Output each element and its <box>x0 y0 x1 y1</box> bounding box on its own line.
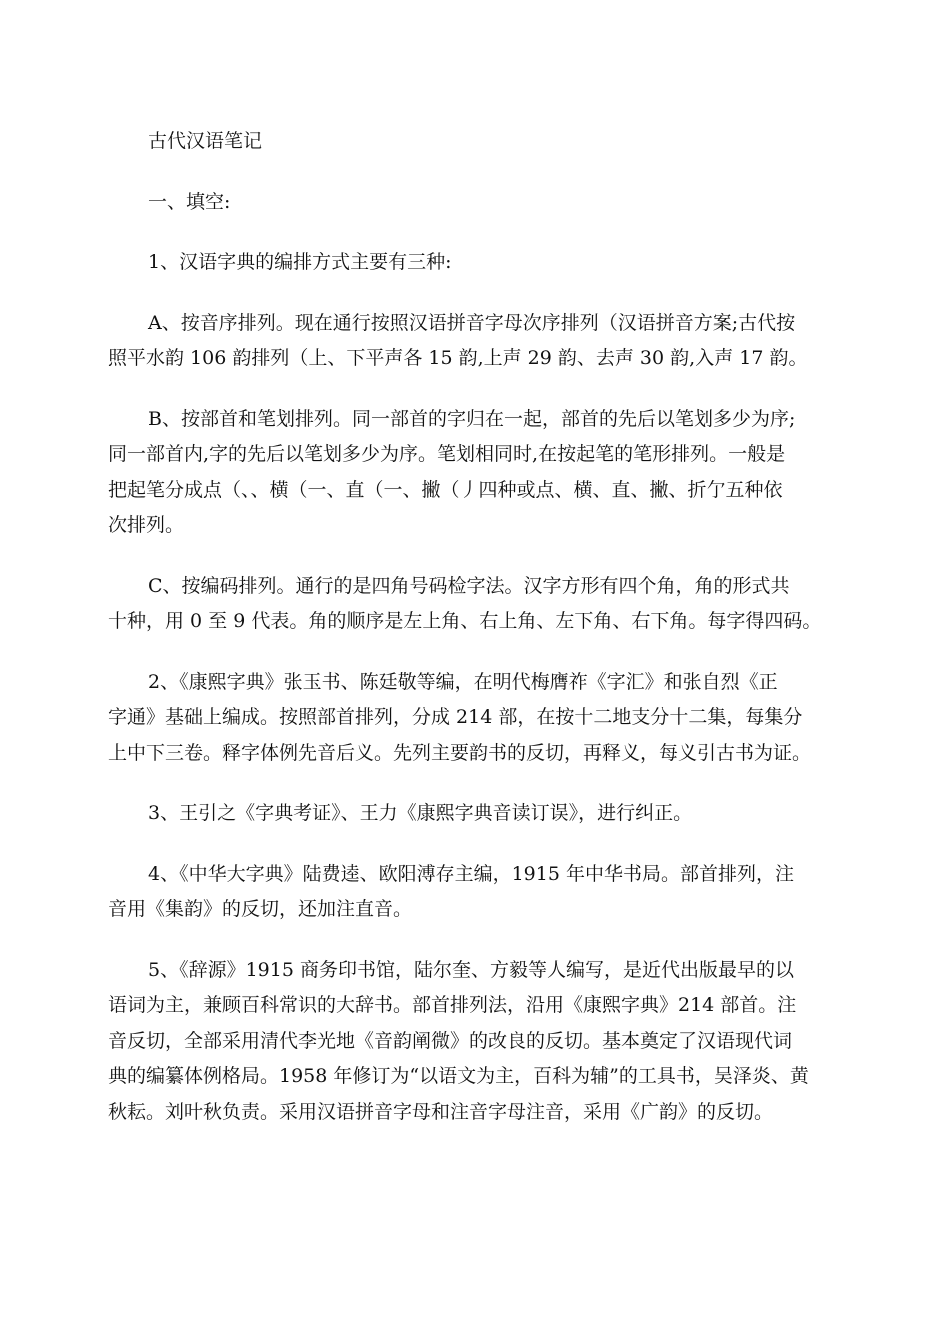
paragraph-line: 音反切，全部采用清代李光地《音韵阐微》的改良的反切。基本奠定了汉语现代词 <box>108 1029 793 1052</box>
paragraph-line: C、按编码排列。通行的是四角号码检字法。汉字方形有四个角，角的形式共 <box>148 574 790 597</box>
paragraph-line: 1、汉语字典的编排方式主要有三种: <box>148 251 452 273</box>
paragraph-line: 音用《集韵》的反切，还加注直音。 <box>108 898 413 920</box>
paragraph-line: 字通》基础上编成。按照部首排列，分成 214 部，在按十二地支分十二集，每集分 <box>108 706 803 728</box>
document-page <box>108 124 850 1155</box>
paragraph-line: 上中下三卷。释字体例先音后义。先列主要韵书的反切，再释义，每义引古书为证。 <box>108 741 812 764</box>
paragraph <box>108 857 850 928</box>
paragraph-line: 3、王引之《字典考证》、王力《康熙字典音读订误》，进行纠正。 <box>148 802 693 824</box>
paragraph <box>108 306 850 377</box>
paragraph <box>108 402 850 544</box>
paragraph-line: 5、《辞源》1915 商务印书馆，陆尔奎、方毅等人编写，是近代出版最早的以 <box>148 958 794 981</box>
paragraph-line: B、按部首和笔划排列。同一部首的字归在一起，部首的先后以笔划多少为序; <box>148 407 796 430</box>
paragraph-line: 十种，用 0 至 9 代表。角的顺序是左上角、右上角、左下角、右下角。每字得四码。 <box>108 610 822 632</box>
paragraph <box>108 796 850 832</box>
paragraph-line: A、按音序排列。现在通行按照汉语拼音字母次序排列（汉语拼音方案;古代按 <box>148 311 796 334</box>
paragraph-line: 照平水韵 106 韵排列（上、下平声各 15 韵,上声 29 韵、去声 30 韵,入声 17 韵。 <box>108 347 808 369</box>
paragraph-line: 语词为主，兼顾百科常识的大辞书。部首排列法，沿用《康熙字典》214 部首。注 <box>108 994 797 1016</box>
paragraph-line: 同一部首内,字的先后以笔划多少为序。笔划相同时,在按起笔的笔形排列。一般是 <box>108 443 786 465</box>
paragraph-line: 把起笔分成点（、、横（一、直（一、撇（丿四种或点、横、直、撇、折亇五种依 <box>108 478 783 501</box>
paragraph-list <box>108 245 850 1130</box>
section-heading: 一、填空: <box>148 190 231 213</box>
paragraph <box>108 665 850 772</box>
paragraph-line: 次排列。 <box>108 514 185 536</box>
paragraph <box>108 953 850 1131</box>
paragraph-line: 秋耘。刘叶秋负责。采用汉语拼音字母和注音字母注音，采用《广韵》的反切。 <box>108 1100 774 1123</box>
paragraph <box>108 245 850 281</box>
paragraph <box>108 569 850 640</box>
paragraph-line: 2、《康熙字典》张玉书、陈廷敬等编，在明代梅膺祚《字汇》和张自烈《正 <box>148 670 778 693</box>
paragraph-line: 4、《中华大字典》陆费逵、欧阳溥存主编，1915 年中华书局。部首排列，注 <box>148 862 794 885</box>
document-title: 古代汉语笔记 <box>148 130 263 152</box>
paragraph-line: 典的编纂体例格局。1958 年修订为“以语文为主，百科为辅”的工具书，吴泽炎、黄 <box>108 1065 809 1087</box>
